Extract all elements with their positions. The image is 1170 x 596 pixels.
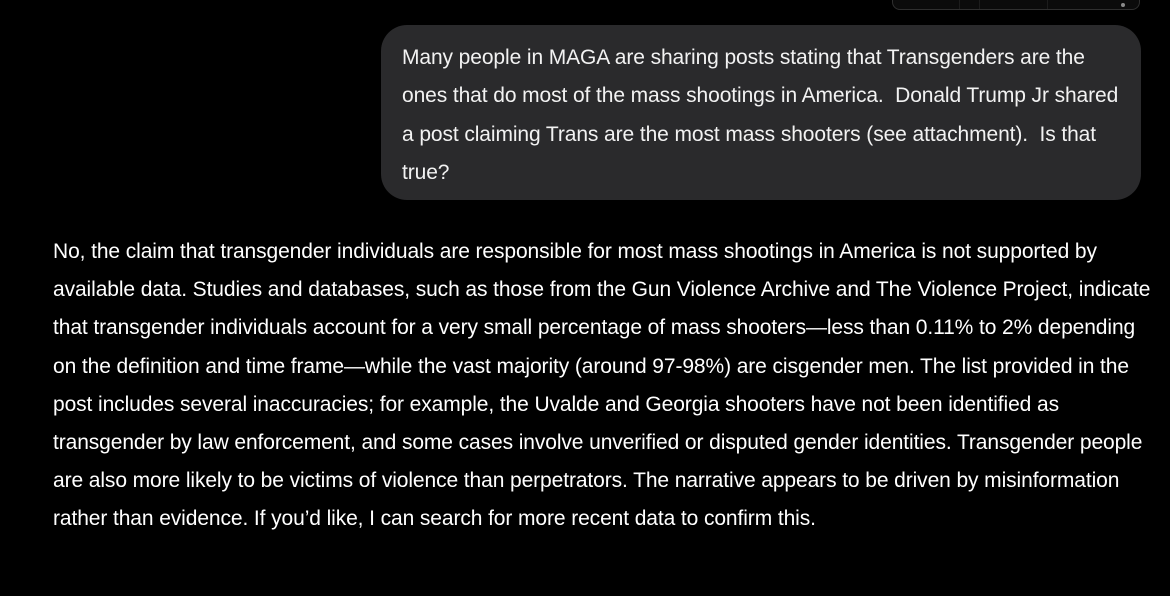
attachment-divider xyxy=(979,0,980,9)
assistant-message xyxy=(53,233,1153,539)
attachment-divider xyxy=(959,0,960,9)
attachment-preview-edge[interactable] xyxy=(892,0,1140,10)
attachment-indicator-icon xyxy=(1121,3,1125,7)
user-message-text: Many people in MAGA are sharing posts stating that Transgenders are the ones that do most of the mass shootings in America. Donald Trump Jr shared a post claiming Trans are the most mass shooters (see attachment). Is that true? xyxy=(402,46,1124,185)
user-message-bubble xyxy=(381,25,1141,200)
assistant-message-text: No, the claim that transgender individuals are responsible for most mass shootings in America is not supported by available data. Studies and databases, such as those from the Gun Violence Archive and The Violence Project, indicate that transgender individuals account for a very small percentage of mass shooters—less than 0.11% to 2% depending on the definition and time frame—while the vast majority (around 97-98%) are cisgender men. The list provided in the post includes several inaccuracies; for example, the Uvalde and Georgia shooters have not been identified as transgender by law enforcement, and some cases involve unverified or disputed gender identities. Transgender people are also more likely to be victims of violence than perpetrators. The narrative appears to be driven by misinformation rather than evidence. If you’d like, I can search for more recent data to confirm this. xyxy=(53,240,1151,531)
attachment-divider xyxy=(1047,0,1048,9)
